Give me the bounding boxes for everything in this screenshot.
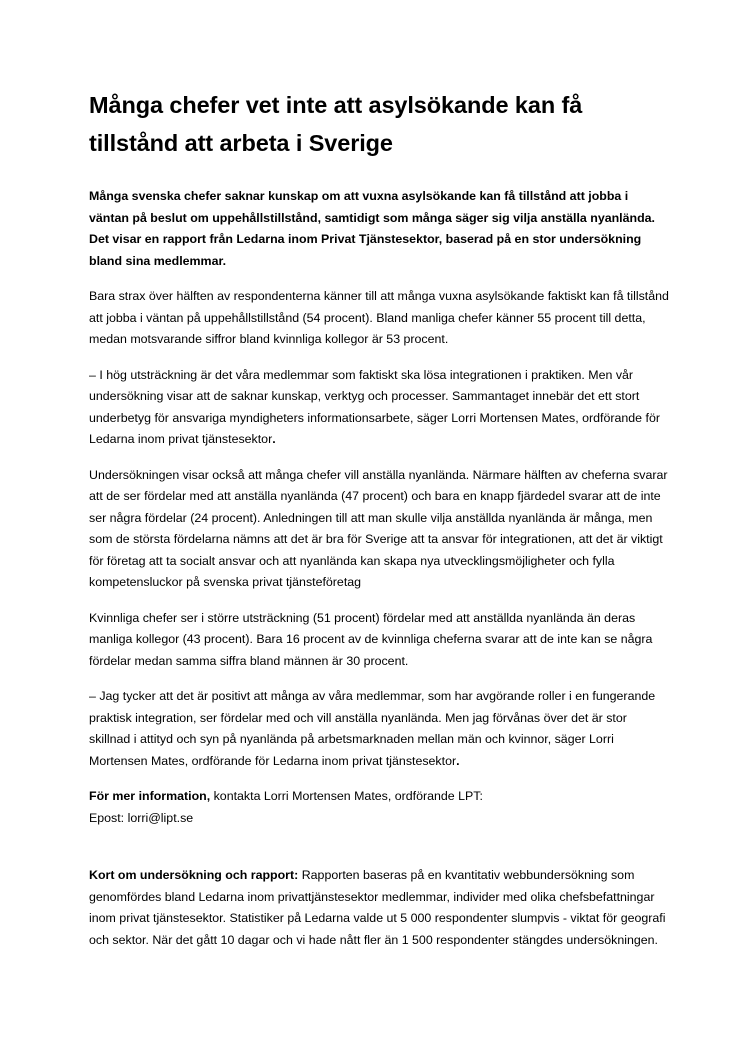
contact-text: kontakta Lorri Mortensen Mates, ordförande LPT: [210, 789, 483, 803]
document-page [89, 86, 669, 951]
lead-paragraph: Många svenska chefer saknar kunskap om att vuxna asylsökande kan få tillstånd att jobba i väntan på beslut om uppehållstillstånd, samtidigt som många säger sig vilja anställa nyanlända. Det visar en rapport från Ledarna inom Privat Tjänstesektor, baserad på en stor undersökning bland sina medlemmar. [89, 189, 655, 268]
body-paragraph-5 [89, 686, 669, 772]
body-paragraph-2 [89, 365, 669, 451]
contact-email: Epost: lorri@lipt.se [89, 810, 194, 825]
quote-text: – Jag tycker att det är positivt att många av våra medlemmar, som har avgörande roller i en fungerande praktisk integration, ser fördelar med och vill anställa nyanlända. Men jag förvånas över det är stor skillnad i attityd och syn på nyanlända på arbetsmarknaden mellan män och kvinnor, säger Lorri Mortensen Mates, ordförande för Ledarna inom privat tjänstesektor [89, 689, 656, 768]
survey-label: Kort om undersökning och rapport: [89, 868, 299, 882]
contact-label: För mer information, [89, 789, 211, 803]
quote-text: – I hög utsträckning är det våra medlemmar som faktiskt ska lösa integrationen i praktiken. Men vår undersökning visar att de saknar kunskap, verktyg och processer. Sammantaget innebär det ett stort underbetyg för ansvariga myndigheters informationsarbete, säger Lorri Mortensen Mates, ordförande för Ledarna inom privat tjänstesektor [89, 367, 660, 446]
quote-end-period: . [456, 753, 460, 768]
body-paragraph-4: Kvinnliga chefer ser i större utsträckning (51 procent) fördelar med att anställda nyanlända än deras manliga kollegor (43 procent). Bara 16 procent av de kvinnliga cheferna svarar att de inte kan se några fördelar medan samma siffra bland männen är 30 procent. [89, 610, 653, 668]
contact-info [89, 786, 669, 829]
survey-info [89, 865, 669, 951]
quote-end-period: . [272, 432, 276, 446]
survey-text: Rapporten baseras på en kvantitativ webbundersökning som genomfördes bland Ledarna inom privattjänstesektor medlemmar, individer med olika chefsbefattningar inom privat tjänstesektor. Statistiker på Ledarna valde ut 5 000 respondenter slumpvis - viktat för geografi och sektor. När det gått 10 dagar och vi hade nått fler än 1 500 respondenter stängdes undersökningen. [89, 868, 666, 947]
body-paragraph-1: Bara strax över hälften av respondenterna känner till att många vuxna asylsökande faktiskt kan få tillstånd att jobba i väntan på uppehållstillstånd (54 procent). Bland manliga chefer känner 55 procent till detta, medan motsvarande siffror bland kvinnliga kollegor är 53 procent. [89, 289, 669, 346]
page-title: Många chefer vet inte att asylsökande kan få tillstånd att arbeta i Sverige [89, 92, 583, 156]
body-paragraph-3: Undersökningen visar också att många chefer vill anställa nyanlända. Närmare hälften av cheferna svarar att de ser fördelar med att anställa nyanlända (47 procent) och bara en knapp fjärdedel svarar att de inte ser några fördelar (24 procent). Anledningen till att man skulle vilja anställda nyanlända är många, men som de största fördelarna nämns att det är bra för Sverige att ta ansvar för integrationen, att det är viktigt för företag att ta socialt ansvar och att nyanlända kan skapa nya utvecklingsmöjligheter och fylla kompetensluckor på svenska privat tjänsteföretag [89, 467, 668, 589]
